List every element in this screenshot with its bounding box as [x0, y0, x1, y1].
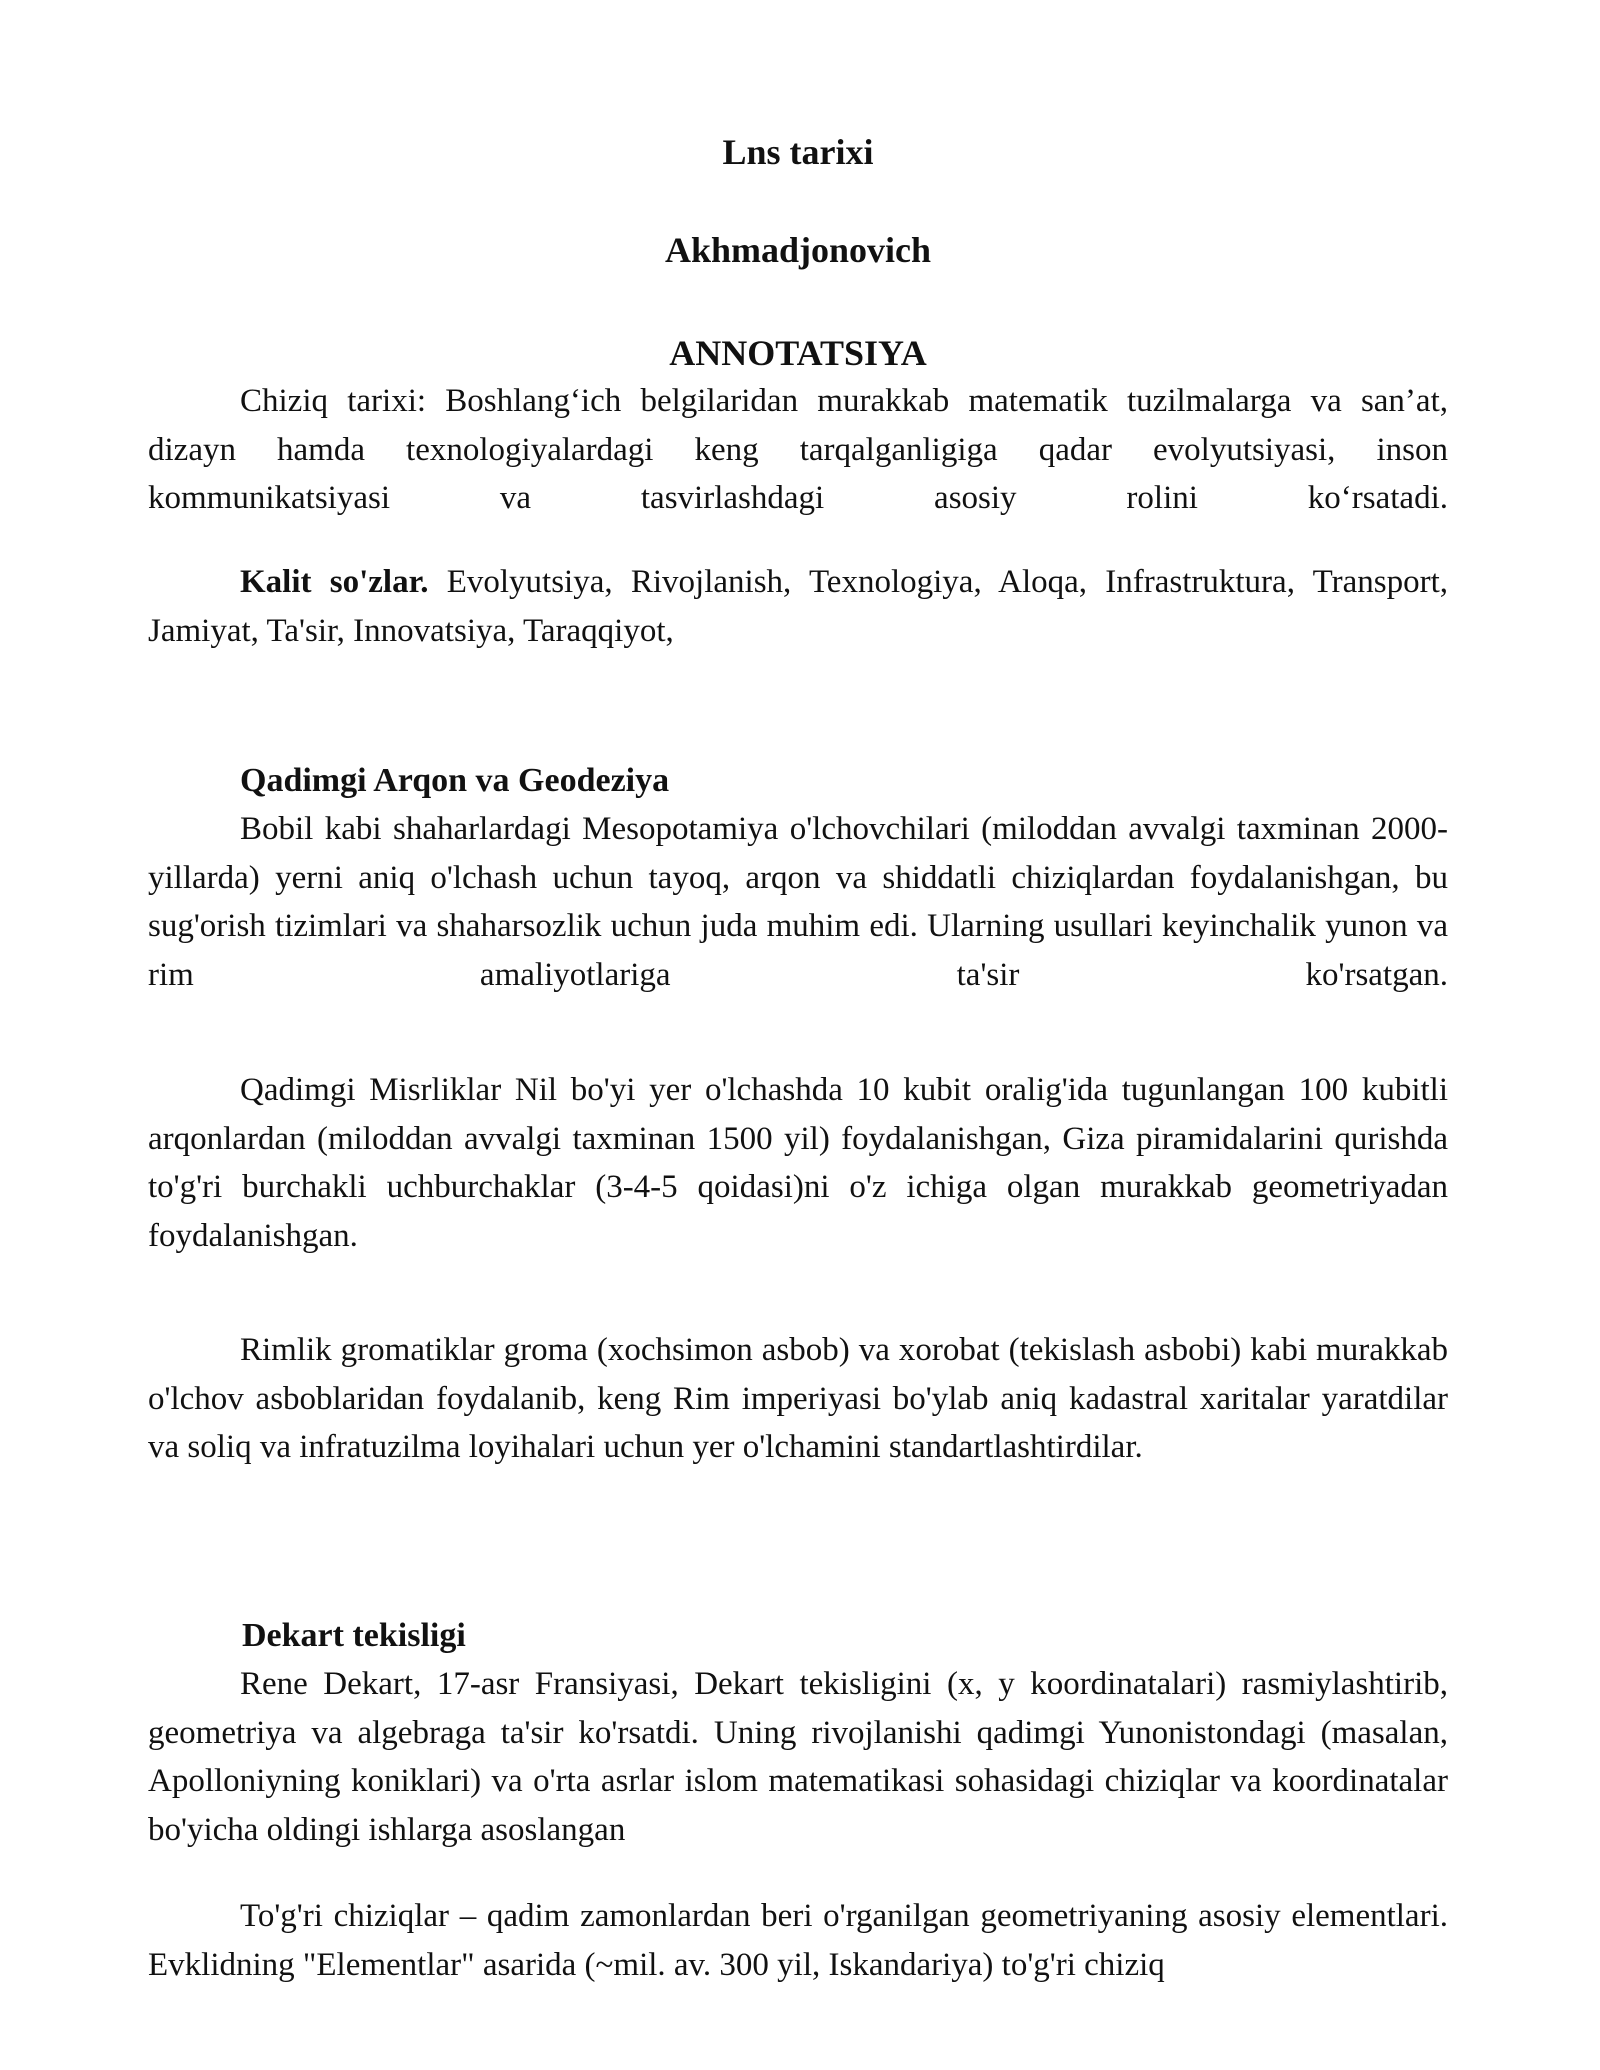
- author-name: Akhmadjonovich: [664, 230, 932, 270]
- paragraph-descartes: Rene Dekart, 17-asr Fransiyasi, Dekart tekisligini (x, y koordinatalari) rasmiylashtirib, geometriya va algebraga ta'sir ko'rsatdi. Uning rivojlanishi qadimgi Yunonistondagi (masalan, Apolloniyning koniklari) va o'rta asrlar islom matematikasi sohasidagi chiziqlar va koordinatalar bo'yicha oldingi ishlarga asoslangan: [148, 1666, 1448, 1848]
- keywords-list: Evolyutsiya, Rivojlanish, Texnologiya, Aloqa, Infrastruktura, Transport, Jamiyat, Ta'sir, Innovatsiya, Taraqqiyot,: [148, 564, 1448, 649]
- paragraph-egypt: Qadimgi Misrliklar Nil bo'yi yer o'lchashda 10 kubit oralig'ida tugunlangan 100 kubitli arqonlardan (miloddan avvalgi taxminan 1500 yil) foydalanishgan, Giza piramidalarini qurishda to'g'ri burchakli uchburchaklar (3-4-5 qoidasi)ni o'z ichiga olgan murakkab geometriyadan foydalanishgan.: [148, 1072, 1448, 1254]
- section-heading-cartesian: Dekart tekisligi: [242, 1617, 466, 1654]
- keywords-label: Kalit so'zlar.: [240, 564, 429, 600]
- annotation-text: Chiziq tarixi: Boshlang‘ich belgilaridan murakkab matematik tuzilmalarga va san’at, dizayn hamda texnologiyalardagi keng tarqalganligiga qadar evolyutsiyasi, inson kommunikatsiyasi va tasvirlashdagi asosiy rolini ko‘rsatadi.: [148, 383, 1448, 516]
- annotation-heading: ANNOTATSIYA: [669, 333, 927, 373]
- document-title: Lns tarixi: [722, 132, 874, 172]
- keywords-paragraph: [148, 558, 1448, 655]
- paragraph-mesopotamia: Bobil kabi shaharlardagi Mesopotamiya o'lchovchilari (miloddan avvalgi taxminan 2000-yillarda) yerni aniq o'lchash uchun tayoq, arqon va shiddatli chiziqlardan foydalanishgan, bu sug'orish tizimlari va shaharsozlik uchun juda muhim edi. Ularning usullari keyinchalik yunon va rim amaliyotlariga ta'sir ko'rsatgan.: [148, 811, 1448, 993]
- paragraph-rome: Rimlik gromatiklar groma (xochsimon asbob) va xorobat (tekislash asbobi) kabi murakkab o'lchov asboblaridan foydalanib, keng Rim imperiyasi bo'ylab aniq kadastral xaritalar yaratdilar va soliq va infratuzilma loyihalari uchun yer o'lchamini standartlashtirdilar.: [148, 1332, 1448, 1465]
- section-heading-ancient-rope: Qadimgi Arqon va Geodeziya: [240, 762, 670, 799]
- paragraph-straight-lines: To'g'ri chiziqlar – qadim zamonlardan beri o'rganilgan geometriyaning asosiy elementlari. Evklidning "Elementlar" asarida (~mil. av. 300 yil, Iskandariya) to'g'ri chiziq: [148, 1898, 1448, 1983]
